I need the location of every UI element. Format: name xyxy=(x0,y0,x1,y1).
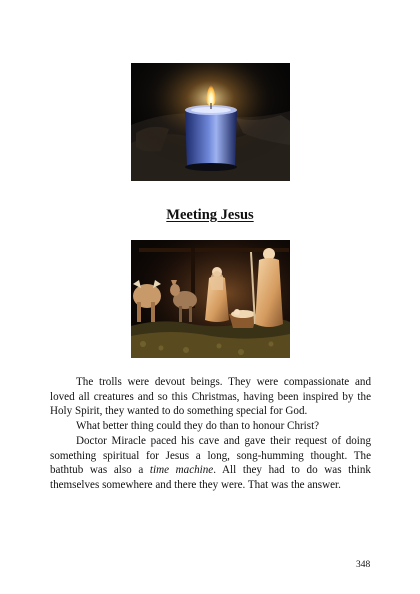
paragraph xyxy=(50,419,371,434)
body-text xyxy=(50,375,371,493)
candle-photo xyxy=(131,63,290,181)
paragraph xyxy=(50,434,371,493)
paragraph-text: The trolls were devout beings. They were compassionate and loved all creatures and so this Christmas, having been inspired by the Holy Spirit, they wanted to do something special for God. xyxy=(50,376,371,418)
paragraph-text: . All they had to do was think themselves somewhere and there they were. That was the answer. xyxy=(50,464,371,491)
paragraph xyxy=(50,375,371,419)
paragraph-text: What better thing could they do than to honour Christ? xyxy=(76,420,320,433)
chapter-title: Meeting Jesus xyxy=(166,207,254,223)
manger-figure xyxy=(229,309,257,328)
paragraph-text: Doctor Miracle paced his cave and gave their request of doing something spiritual for Jesus a long, song-humming thought. The bathtub was also a xyxy=(50,434,371,477)
nativity-photo xyxy=(131,240,290,358)
emphasized-text: time machine xyxy=(149,464,214,477)
page-number: 348 xyxy=(356,560,371,570)
